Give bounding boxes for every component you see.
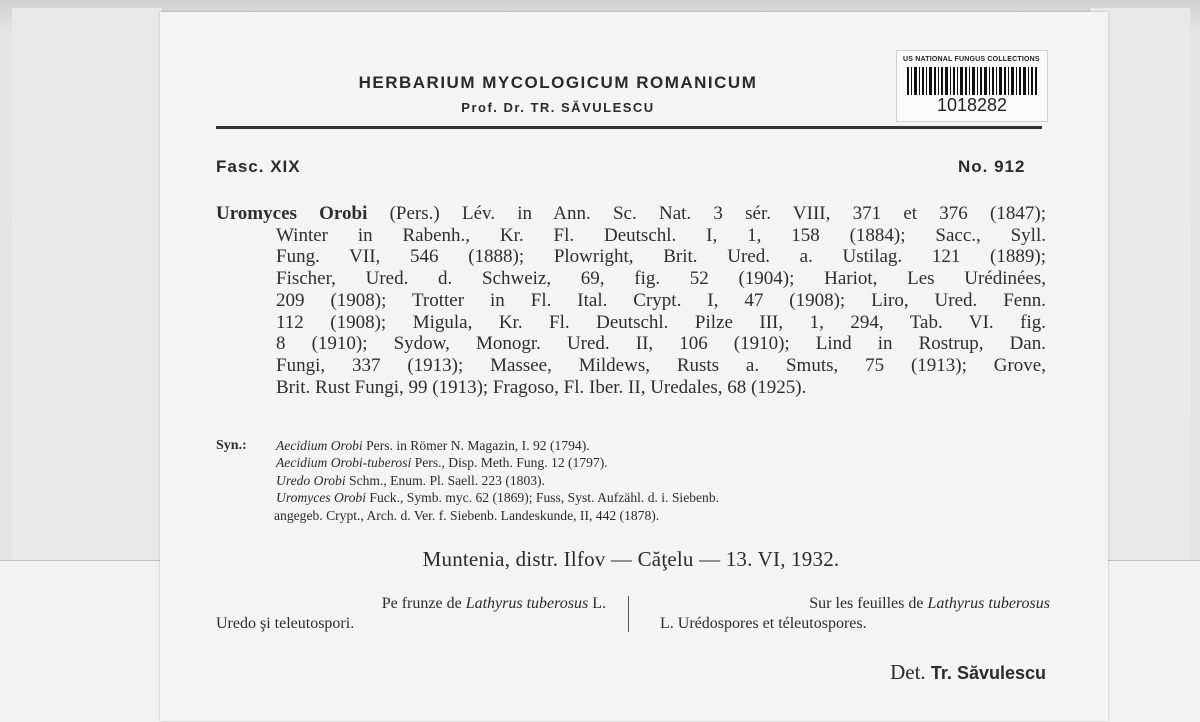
synonym-continuation: angegeb. Crypt., Arch. d. Ver. f. Siebenb. Landeskunde, II, 442 (1878). — [274, 507, 660, 523]
citation-line: 8 (1910); Sydow, Monogr. Ured. II, 106 (1910); Lind in Rostrup, Dan. — [276, 333, 1046, 355]
collection-locality: Muntenia, distr. Ilfov — Căţelu — 13. VI, 1932. — [422, 547, 840, 571]
species-citation — [216, 203, 1046, 398]
folder-flap-left — [12, 8, 163, 560]
specimen-number: No. 912 — [958, 157, 1026, 176]
synonym-entry: Uredo Orobi Schm., Enum. Pl. Saell. 223 (1803). — [276, 472, 545, 488]
synonyms-label: Syn.: — [216, 438, 247, 453]
column-divider — [628, 596, 629, 632]
host-name: Lathyrus tuberosus — [927, 595, 1050, 612]
barcode-institution: US NATIONAL FUNGUS COLLECTIONS — [903, 56, 1040, 63]
citation-line: Winter in Rabenh., Kr. Fl. Deutschl. I, 1, 158 (1884); Sacc., Syll. — [276, 224, 1046, 246]
header-rule — [216, 126, 1042, 129]
synonym-entry: Aecidium Orobi-tuberosi Pers., Disp. Meth. Fung. 12 (1797). — [276, 455, 608, 471]
synonym-entry: Aecidium Orobi Pers. in Römer N. Magazin, I. 92 (1794). — [276, 438, 590, 453]
species-name: Uromyces Orobi — [216, 203, 368, 224]
host-french: Sur les feuilles de Lathyrus tuberosus L. Urédospores et téleutospores. — [660, 595, 1050, 632]
herbarium-title: HERBARIUM MYCOLOGICUM ROMANICUM — [358, 73, 758, 92]
fascicle-label: Fasc. XIX — [216, 157, 301, 176]
barcode-icon — [907, 67, 1037, 95]
synonym-entry: Uromyces Orobi Fuck., Symb. myc. 62 (1869); Fuss, Syst. Aufzähl. d. i. Siebenb. — [276, 490, 720, 506]
herbarium-subtitle: Prof. Dr. TR. SĂVULESCU — [461, 100, 655, 115]
barcode-sticker — [896, 50, 1048, 122]
citation-line: 112 (1908); Migula, Kr. Fl. Deutschl. Pilze III, 1, 294, Tab. VI. fig. — [276, 311, 1046, 333]
determiner: Det. Tr. Săvulescu — [890, 660, 1046, 684]
determiner-name: Tr. Săvulescu — [930, 663, 1046, 683]
barcode-number: 1018282 — [936, 95, 1008, 115]
synonyms-list — [276, 437, 1051, 524]
citation-line: Fungi, 337 (1913); Massee, Mildews, Rusts a. Smuts, 75 (1913); Grove, — [276, 354, 1046, 376]
citation-line: Fischer, Ured. d. Schweiz, 69, fig. 52 (1904); Hariot, Les Urédinées, — [276, 268, 1046, 290]
citation-line: 209 (1908); Trotter in Fl. Ital. Crypt. I, 47 (1908); Liro, Ured. Fenn. — [276, 289, 1046, 311]
citation-line: Brit. Rust Fungi, 99 (1913); Fragoso, Fl. Iber. II, Uredales, 68 (1925). — [276, 376, 807, 398]
host-romanian: Pe frunze de Lathyrus tuberosus L. Uredo şi teleutospori. — [216, 595, 606, 632]
host-name: Lathyrus tuberosus — [465, 595, 589, 612]
citation-line: Fung. VII, 546 (1888); Plowright, Brit. Ured. a. Ustilag. 121 (1889); — [276, 246, 1046, 268]
citation-line: Uromyces Orobi (Pers.) Lév. in Ann. Sc. Nat. 3 sér. VIII, 371 et 376 (1847); — [216, 203, 1046, 224]
